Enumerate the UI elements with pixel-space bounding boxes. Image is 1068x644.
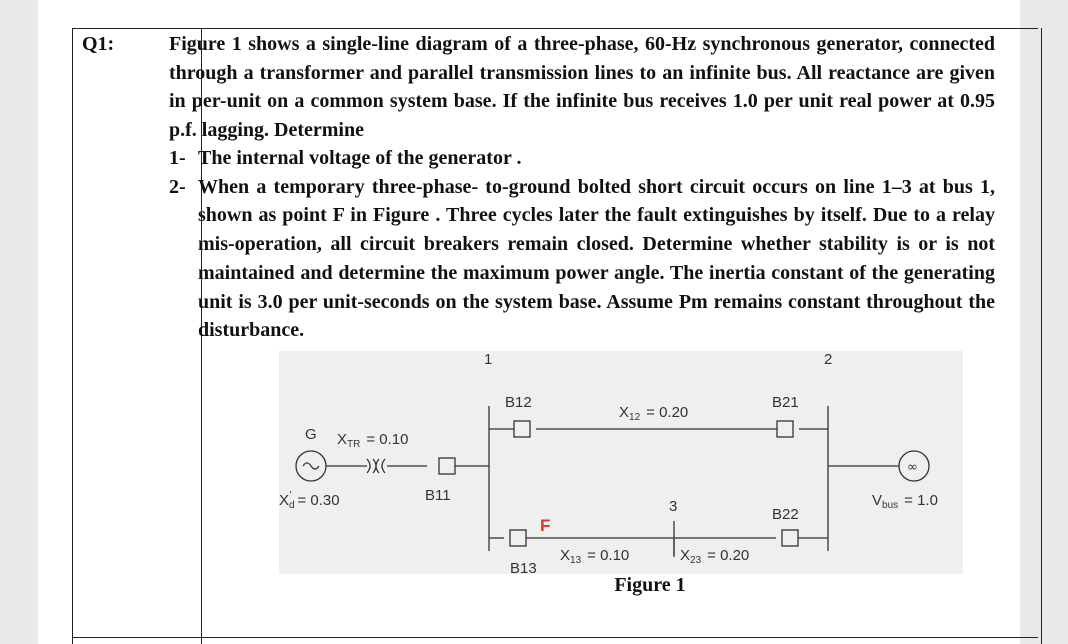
question-item [169, 144, 995, 173]
x13-symbol: X [560, 547, 571, 564]
x13-label [560, 547, 629, 566]
fault-point-label: F [540, 516, 551, 535]
xd-symbol: X [279, 492, 290, 509]
b12-label: B12 [505, 394, 532, 411]
x23-value: = 0.20 [707, 547, 750, 564]
b22-label: B22 [772, 506, 799, 523]
question-item-text: When a temporary three-phase- to-ground bolted short circuit occurs on line 1–3 at bus 1, shown as point F in Figure . Three cycles later the fault extinguishes by itself. Due to a relay mis-operation, all circuit breakers remain closed. Determine whether stability is or is not maintained and determine the maximum power angle. The inertia constant of the generating unit is 3.0 per unit-seconds on the system base. Assume Pm remains constant throughout the disturbance. [198, 175, 995, 342]
xd-value: = 0.30 [297, 492, 340, 509]
x23-subscript: 23 [690, 555, 702, 566]
vbus-label [872, 492, 938, 511]
x12-symbol: X [619, 404, 630, 421]
x23-label [680, 547, 749, 566]
b13-label: B13 [510, 560, 537, 574]
vbus-symbol: V [872, 492, 883, 509]
vbus-subscript: bus [882, 500, 899, 511]
breaker-b13 [510, 530, 526, 546]
bus-1-label: 1 [484, 351, 493, 368]
x13-value: = 0.10 [587, 547, 630, 564]
breaker-b21 [777, 421, 793, 437]
question-item-number: 2- [169, 175, 186, 198]
bus-2-label: 2 [824, 351, 833, 368]
table-top-border [72, 28, 1038, 29]
transformer-icon [367, 459, 385, 473]
xtr-symbol: X [337, 431, 348, 448]
vbus-value: = 1.0 [904, 492, 938, 509]
infinite-symbol: ∞ [907, 460, 918, 475]
question-items [169, 144, 995, 345]
b11-label: B11 [425, 487, 451, 504]
table-left-border [72, 28, 73, 644]
breaker-b12 [514, 421, 530, 437]
question-item [169, 173, 995, 345]
xtr-label [337, 431, 408, 450]
xtr-subscript: TR [347, 439, 361, 450]
x12-subscript: 12 [629, 412, 641, 423]
bus-3-label: 3 [669, 498, 678, 515]
question-intro: Figure 1 shows a single-line diagram of a three-phase, 60-Hz synchronous generator, connected through a transformer and parallel transmission lines to an infinite bus. All reactance are given in per-unit on a common system base. If the infinite bus receives 1.0 per unit real power at 0.95 p.f. lagging. Determine [169, 33, 995, 142]
xtr-value: = 0.10 [366, 431, 409, 448]
question-item-text: The internal voltage of the generator . [198, 147, 522, 169]
xd-prime: ′ [289, 490, 292, 501]
breaker-b22 [782, 530, 798, 546]
question-item-number: 1- [169, 147, 186, 169]
figure-caption: Figure 1 [614, 574, 686, 596]
generator-label: G [305, 426, 317, 443]
b21-label: B21 [772, 394, 799, 411]
breaker-b11 [439, 458, 455, 474]
table-right-border [1041, 28, 1042, 644]
sine-icon [303, 463, 319, 469]
xd-subscript: d [289, 500, 295, 511]
x13-subscript: 13 [570, 555, 582, 566]
diagram-svg [279, 351, 963, 574]
table-bottom-border [72, 637, 1038, 638]
single-line-diagram [279, 351, 963, 574]
question-number: Q1: [82, 33, 115, 55]
x12-label [619, 404, 688, 423]
x23-symbol: X [680, 547, 691, 564]
x12-value: = 0.20 [646, 404, 689, 421]
xd-label [279, 490, 340, 511]
